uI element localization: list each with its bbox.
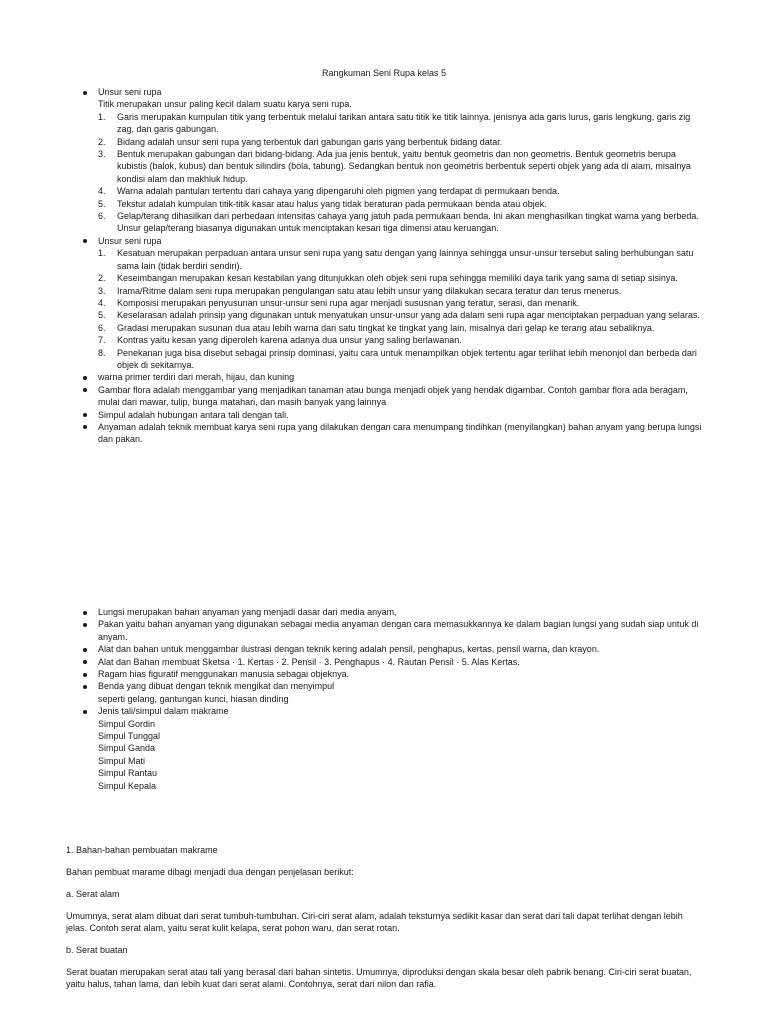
bullet-icon — [83, 413, 87, 417]
serat-buatan-text: Serat buatan merupakan serat atau tali yang berasal dari bahan sintetis. Umumnya, diproduksi dengan skala besar oleh pabrik benang. Ciri-ciri serat buatan, yaitu halus, tahan lama, dan lebih kuat dari serat alami. Contohnya, serat dari nilon dan rafia. — [66, 966, 692, 990]
simpul-type: Simpul Kepala — [98, 780, 157, 791]
bullet-icon — [83, 611, 87, 615]
list-item: Ragam hias figuratif menggunakan manusia sebagai objeknya. — [66, 668, 706, 680]
list-item: Alat dan Bahan membuat Sketsa · 1. Kertas · 2. Pensil · 3. Penghapus · 4. Rautan Pensil · 5. Alas Kertas. — [66, 656, 706, 668]
bullet-icon — [83, 376, 87, 380]
list-item: Lungsi merupakan bahan anyaman yang menjadi dasar dari media anyam, — [66, 606, 706, 618]
section2-heading: Unsur seni rupa — [98, 235, 162, 246]
list-item: Simpul adalah hubungan antara tali dengan tali. — [66, 409, 706, 421]
simpul-type: Simpul Tunggal — [98, 731, 161, 742]
list-item: warna primer terdiri dari merah, hijau, dan kuning — [66, 371, 706, 383]
serat-alam-text: Umumnya, serat alam dibuat dari serat tumbuh-tumbuhan. Ciri-ciri serat alam, adalah teksturnya sedikit kasar dan serat dari tali dapat terlihat dengan lebih jelas. Contoh serat alam, yaitu serat kulit kelapa, serat pohon waru, dan serat rotan. — [66, 910, 683, 934]
section1-heading: Unsur seni rupa — [98, 87, 162, 97]
numbered-item: 4. Warna adalah pantulan tertentu dari cahaya yang dipengaruhi oleh pigmen yang terdapat di permukaan benda. — [98, 186, 560, 197]
section1-numbered-list — [98, 111, 706, 235]
upper-content — [66, 86, 706, 446]
list-item: Gambar flora adalah menggambar yang menjadikan tanaman atau bunga menjadi objek yang hendak digambar. Contoh gambar flora ada beragam, mulai dari mawar, tulip, bunga matahari, dan masih banyak yang lainnya — [66, 384, 706, 409]
list-item: Anyaman adalah teknik membuat karya seni rupa yang dilakukan dengan cara menumpang tindihkan (menyilangkan) bahan anyam yang berupa lungsi dan pakan. — [66, 421, 706, 446]
simpul-type: Simpul Mati — [98, 755, 146, 766]
numbered-item: 7. Kontras yaitu kesan yang diperoleh karena adanya dua unsur yang saling berlawanan. — [98, 335, 462, 346]
secondary-bullet-list — [66, 606, 706, 792]
bullet-icon — [83, 685, 87, 689]
lower-content — [66, 606, 706, 792]
numbered-item: 4. Komposisi merupakan penyusunan unsur-unsur seni rupa agar menjadi sususnan yang teratur, serasi, dan menarik. — [98, 297, 580, 308]
bullet-icon — [83, 623, 87, 627]
numbered-item: 8. Penekanan juga bisa disebut sebagai prinsip dominasi, yaitu cara untuk menampilkan objek tertentu agar terlihat lebih menonjol dan berbeda dari objek di sekitarnya. — [98, 347, 697, 370]
list-item: Alat dan bahan untuk menggambar ilustrasi dengan teknik kering adalah pensil, penghapus, kertas, pensil warna, dan krayon. — [66, 643, 706, 655]
numbered-item: 6. Gradasi merupakan susunan dua atau lebih warna dari satu tingkat ke tingkat yang lain, misalnya dari gelap ke terang atau sebaliknya. — [98, 322, 655, 333]
serat-buatan-heading: b. Serat buatan — [66, 945, 128, 956]
bullet-icon — [83, 648, 87, 652]
numbered-item: 2. Keseimbangan merupakan kesan kestabilan yang ditunjukkan oleh objek seni rupa sehingga memiliki daya tarik yang sama di setiap sisinya. — [98, 273, 678, 284]
main-bullet-list — [66, 86, 706, 446]
bullet-icon — [83, 388, 87, 392]
simpul-types — [98, 705, 706, 792]
bullet-icon — [83, 660, 87, 664]
section2-numbered-list — [98, 247, 706, 371]
list-item-benda: Benda yang dibuat dengan teknik mengikat dan menyimpul seperti gelang, gantungan kunci, hiasan dinding — [66, 680, 706, 705]
bullet-icon — [83, 710, 87, 714]
bullet-icon — [83, 673, 87, 677]
list-item: Pakan yaitu bahan anyaman yang digunakan sebagai media anyaman dengan cara memasukkannya ke dalam bagian lungsi yang sudah siap untuk di anyam. — [66, 618, 706, 643]
simpul-type: Simpul Gordin — [98, 718, 156, 729]
bullet-icon — [83, 91, 87, 95]
numbered-item: 2. Bidang adalah unsur seni rupa yang terbentuk dari gabungan garis yang berbentuk bidang datar. — [98, 136, 503, 147]
bullet-icon — [83, 239, 87, 243]
makrame-section — [66, 844, 706, 1000]
list-item-simpul — [66, 705, 706, 792]
page-title: Rangkuman Seni Rupa kelas 5 — [321, 68, 447, 78]
list-item-prinsip — [66, 235, 706, 371]
numbered-item: 3. Bentuk merupakan gabungan dari bidang-bidang. Ada jua jenis bentuk, yaitu bentuk geometris dan non geometris. Bentuk geometris berupa kubistis (balok, kubus) dan bentuk silindirs (bola, tabung). Sedangkan bentuk non geometris berbentuk seperti objek yang ada di alam, misalnya kondisi alam dan makhluk hidup. — [98, 149, 691, 184]
section1-intro: Titik merupakan unsur paling kecil dalam suatu karya seni rupa. — [98, 99, 352, 110]
bullet-icon — [83, 425, 87, 429]
simpul-type: Simpul Rantau — [98, 768, 158, 779]
numbered-item: 1. Garis merupakan kumpulan titik yang terbentuk melalui tarikan antara satu titik ke titik lainnya. jenisnya ada garis lurus, garis lengkung, garis zig zag, dan garis gabungan. — [98, 111, 691, 135]
numbered-item: 5. Tekstur adalah kumpulan titik-titik kasar atau halus yang tidak beraturan pada permukaan benda atau objek. — [98, 198, 547, 209]
simpul-heading: Jenis tali/simpul dalam makrame — [98, 706, 229, 717]
makrame-intro: Bahan pembuat marame dibagi menjadi dua dengan penjelasan berikut: — [66, 866, 354, 877]
list-item-unsur — [66, 86, 706, 235]
serat-alam-heading: a. Serat alam — [66, 888, 120, 899]
numbered-item: 5. Keselarasan adalah prinsip yang digunakan untuk menyatukan unsur-unsur yang ada dalam seni rupa agar menciptakan perpaduan yang selaras. — [98, 310, 700, 321]
numbered-item: 6. Gelap/terang dihasilkan dari perbedaan intensitas cahaya yang jatuh pada permukaan benda. Ini akan menghasilkan tingkat warna yang berbeda. Unsur gelap/terang biasanya digunakan untuk menciptakan kesan tiga dimensi atau keruangan. — [98, 211, 699, 234]
numbered-item: 3. Irama/Ritme dalam seni rupa merupakan pengulangan satu atau lebih unsur yang dilakukan secara teratur dan terus menerus. — [98, 285, 622, 296]
numbered-item: 1. Kesatuan merupakan perpaduan antara unsur seni rupa yang satu dengan yang lainnya sehingga unsur-unsur tersebut saling berhubungan satu sama lain (tidak berdiri sendiri). — [98, 248, 694, 271]
simpul-type: Simpul Ganda — [98, 743, 156, 754]
makrame-heading: 1. Bahan-bahan pembuatan makrame — [66, 845, 218, 855]
